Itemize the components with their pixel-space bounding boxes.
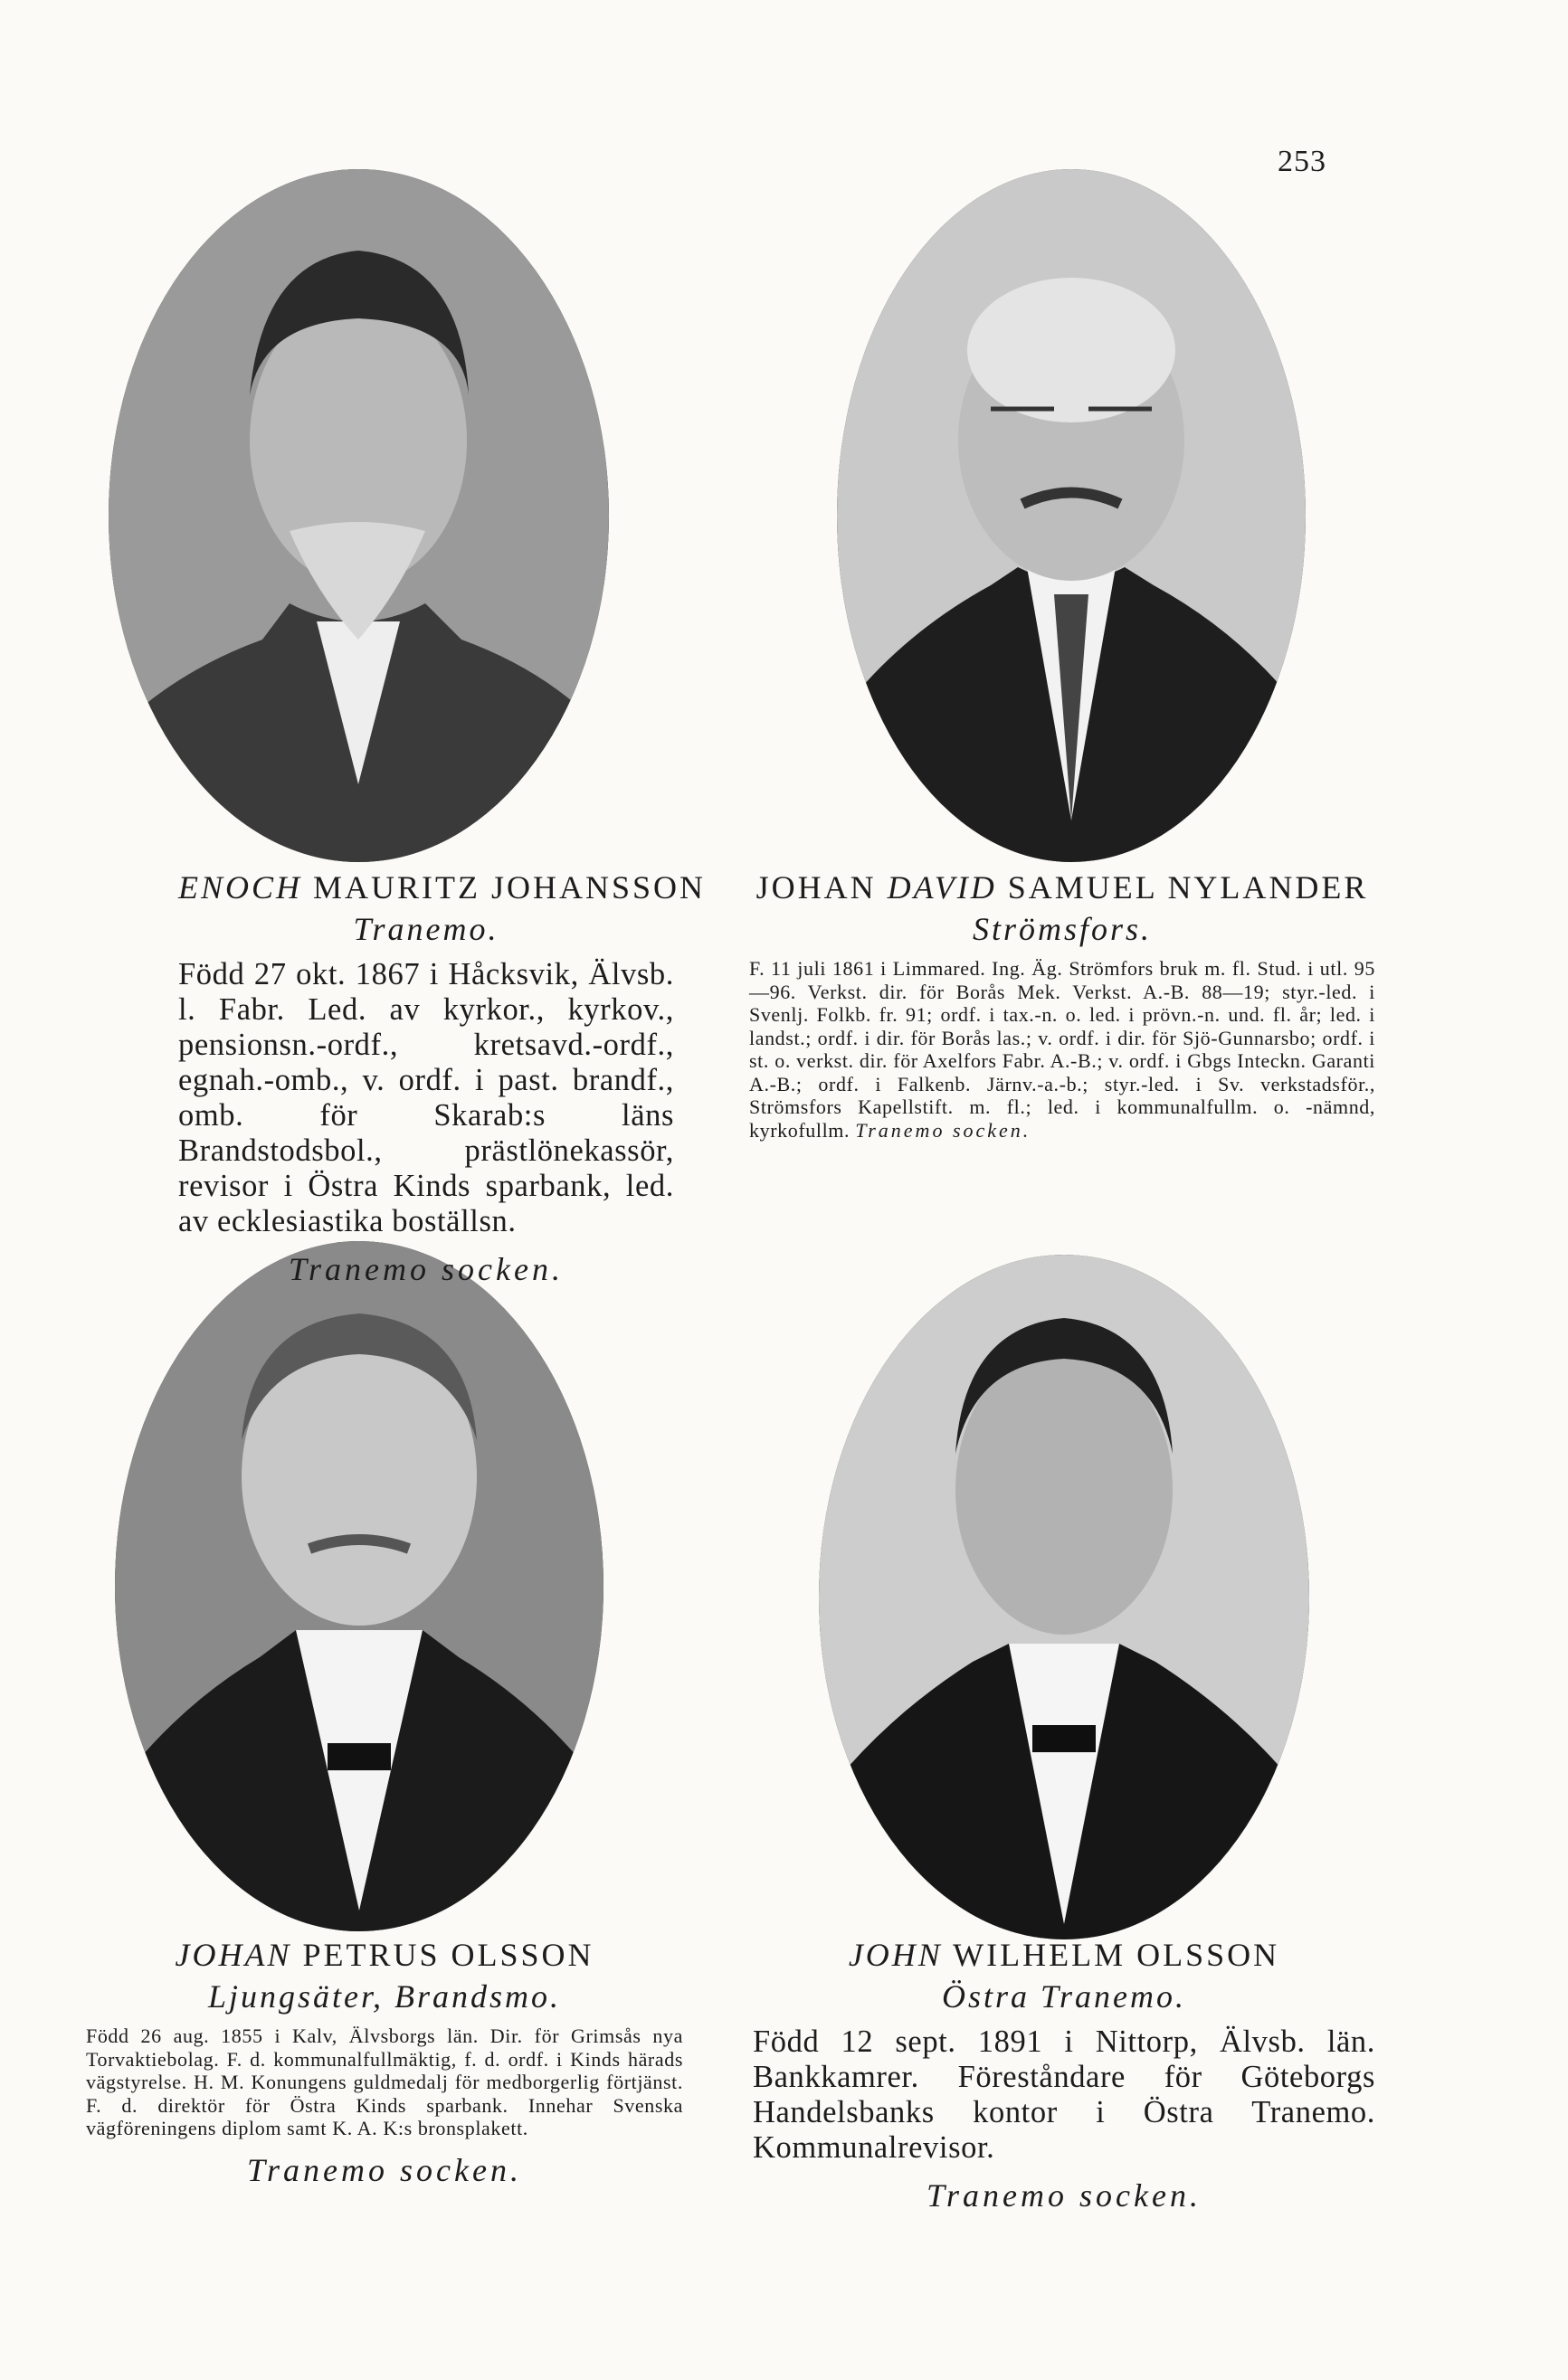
entry-johan-petrus-olsson: [86, 1936, 683, 2189]
entry-parish: Tranemo socken.: [289, 1251, 564, 1287]
portrait-photo-4: [819, 1255, 1309, 1939]
entry-parish: Tranemo socken.: [927, 2177, 1202, 2214]
entry-name: [749, 868, 1375, 906]
name-italic: ENOCH: [178, 869, 303, 906]
name-rest: PETRUS OLSSON: [291, 1937, 594, 1973]
portrait-figure-3: [115, 1241, 603, 1931]
portrait-figure-1: [109, 169, 609, 862]
name-rest: WILHELM OLSSON: [942, 1937, 1280, 1973]
portrait-photo-3: [115, 1241, 603, 1931]
name-rest: MAURITZ JOHANSSON: [302, 869, 707, 906]
portrait-figure-2: [837, 169, 1306, 862]
entry-bio: [749, 957, 1375, 1142]
page-number: 253: [1278, 145, 1326, 178]
entry-place: Tranemo.: [353, 911, 499, 947]
bio-text: F. 11 juli 1861 i Limmared. Ing. Äg. Strömfors bruk m. fl. Stud. i utl. 95—96. Verkst. dir. för Borås Mek. Verkst. A.-B. 88—19; styr.-led. i Svenlj. Folkb. fr. 91; ordf. i tax.-n. o. led. i prövn.-n. und. fl. år; led. i landst.; ordf. i dir. för Borås las.; v. ordf. i dir. för Sjö-Gunnarsbo; ordf. i st. o. verkst. dir. för Axelfors Fabr. A.-B.; v. ordf. i Gbgs Inteckn. Garanti A.-B.; ordf. i Falkenb. Järnv.-a.-b.; styr.-led. i Sv. verkstadsför., Strömsfors Kapellstift. m. fl.; led. i kommunalfullm. o. -nämnd, kyrkofullm.: [749, 957, 1375, 1142]
name-rest: SAMUEL NYLANDER: [996, 869, 1369, 906]
entry-name: [178, 868, 707, 906]
entry-place: Ljungsäter, Brandsmo.: [207, 1978, 562, 2015]
entry-place: Östra Tranemo.: [941, 1978, 1187, 2015]
bio-text: Född 27 okt. 1867 i Håcksvik, Älvsb. l. Fabr. Led. av kyrkor., kyrkov., pensionsn.-ordf., kretsavd.-ordf., egnah.-omb., v. ordf. i past. brandf., omb. för Skarab:s läns Brandstodsbol., prästlönekassör, revisor i Östra Kinds sparbank, led. av ecklesiastika boställsn.: [178, 957, 674, 1238]
entry-bio: [178, 957, 674, 1239]
portrait-figure-4: [819, 1255, 1309, 1939]
entry-place: Strömsfors.: [972, 911, 1153, 947]
entry-johan-david-nylander: [749, 868, 1375, 1142]
entry-parish: Tranemo socken.: [855, 1118, 1031, 1142]
bio-text: Född 12 sept. 1891 i Nittorp, Älvsb. län. Bankkamrer. Föreståndare för Göteborgs Handelsbanks kontor i Östra Tranemo. Kommunalrevisor.: [753, 2024, 1375, 2165]
name-italic: JOHAN: [175, 1937, 292, 1973]
name-italic: DAVID: [887, 869, 997, 906]
bio-text: Född 26 aug. 1855 i Kalv, Älvsborgs län. Dir. för Grimsås nya Torvaktiebolag. F. d. kommunalfullmäktig, f. d. ordf. i Kinds härads vägstyrelse. H. M. Konungens guldmedalj för medborgerlig förtjänst. F. d. direktör för Östra Kinds sparbank. Innehar Svenska vägföreningens diplom samt K. A. K:s bronsplakett.: [86, 2024, 683, 2139]
entry-name: [753, 1936, 1375, 1974]
entry-bio: [753, 2024, 1375, 2166]
entry-name: [86, 1936, 683, 1974]
entry-john-wilhelm-olsson: [753, 1936, 1375, 2214]
entry-parish: Tranemo socken.: [247, 2151, 522, 2188]
portrait-photo-1: [109, 169, 609, 862]
name-italic: JOHN: [848, 1937, 943, 1973]
portrait-photo-2: [837, 169, 1306, 862]
name-pre: JOHAN: [755, 869, 888, 906]
entry-bio: [86, 2024, 683, 2140]
entry-enoch-johansson: [178, 868, 707, 1288]
